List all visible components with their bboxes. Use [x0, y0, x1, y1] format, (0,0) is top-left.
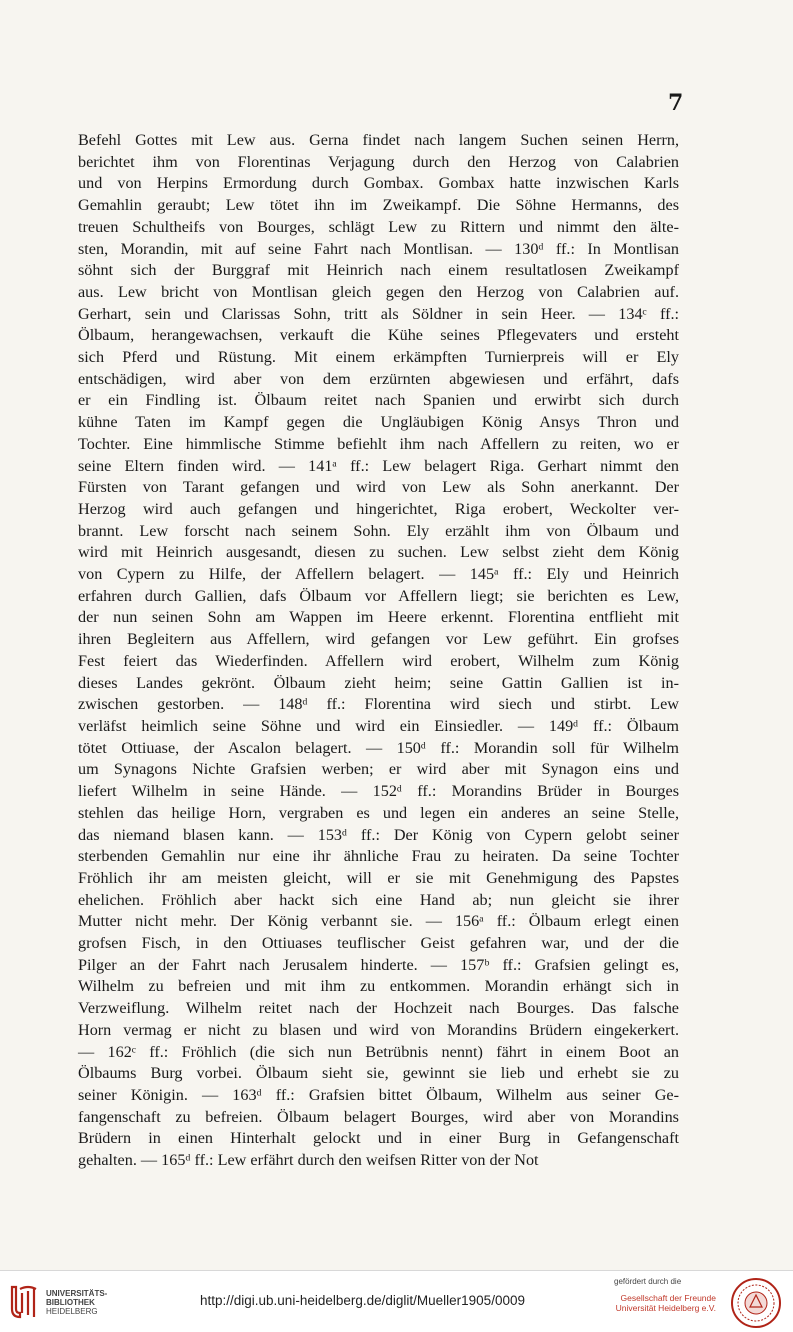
- text-line: Herzog wird auch gefangen und hingerichtet, Riga erobert, Weckolter ver-: [78, 499, 679, 518]
- text-line: Gerhart, sein und Clarissas Sohn, tritt als Söldner in sein Heer. — 134ᶜ ff.:: [78, 304, 679, 323]
- text-line: stehlen das heilige Horn, vergraben es und legen ein anderes an seine Stelle,: [78, 803, 679, 822]
- text-line: von Cypern zu Hilfe, der Affellern belagert. — 145ᵃ ff.: Ely und Heinrich: [78, 565, 679, 584]
- text-line: kühne Taten im Kampf gegen die Ungläubigen König Ansys Thron und: [78, 413, 679, 432]
- text-line: seine Eltern finden wird. — 141ᵃ ff.: Lew belagert Riga. Gerhart nimmt den: [78, 456, 679, 475]
- text-line: fangenschaft zu befreien. Ölbaum belagert Bourges, wird aber von Morandins: [78, 1107, 679, 1126]
- text-line: grofsen Fisch, in den Ottiuases teuflischer Geist gefahren war, und der die: [78, 934, 679, 953]
- text-line: gehalten. — 165ᵈ ff.: Lew erfährt durch den weifsen Ritter von der Not: [78, 1151, 539, 1170]
- library-name-line: UNIVERSITÄTS-: [46, 1289, 108, 1298]
- text-line: er ein Findling ist. Ölbaum reitet nach Spanien und erwirbt sich durch: [78, 391, 679, 410]
- text-line: Fröhlich ihr am meisten gleicht, will er sie mit Genehmigung des Papstes: [78, 868, 679, 887]
- funded-by-label: gefördert durch die: [614, 1277, 682, 1286]
- text-line: Mutter nicht mehr. Der König verbannt sie. — 156ᵃ ff.: Ölbaum erlegt einen: [78, 912, 679, 931]
- text-line: seiner Königin. — 163ᵈ ff.: Grafsien bittet Ölbaum, Wilhelm aus seiner Ge-: [78, 1085, 679, 1104]
- text-line: Befehl Gottes mit Lew aus. Gerna findet nach langem Suchen seinen Herrn,: [78, 131, 679, 149]
- text-line: Brüdern in einen Hinterhalt gelockt und in einer Burg in Gefangenschaft: [78, 1129, 679, 1148]
- library-name: [46, 1289, 107, 1316]
- text-line: Horn vermag er nicht zu blasen und wird von Morandins Brüdern eingekerkert.: [78, 1020, 679, 1039]
- text-line: Tochter. Eine himmlische Stimme befiehlt ihm nach Affellern zu reiten, wo er: [78, 434, 679, 453]
- text-line: der nun seinen Sohn am Wappen im Heere erkennt. Florentina entflieht mit: [78, 608, 679, 627]
- text-line: zwischen gestorben. — 148ᵈ ff.: Florentina wird siech und stirbt. Lew: [78, 695, 679, 714]
- permalink-link[interactable]: http://digi.ub.uni-heidelberg.de/diglit/Mueller1905/0009: [200, 1293, 525, 1308]
- text-line: und von Herpins Ermordung durch Gombax. Gombax hatte inzwischen Karls: [78, 174, 679, 193]
- text-line: um Synagons Nichte Grafsien werben; er wird aber mit Synagon eins und: [78, 760, 679, 779]
- text-line: sten, Morandin, mit auf seine Fahrt nach Montlisan. — 130ᵈ ff.: In Montlisan: [78, 239, 679, 258]
- text-line: Ölbaums Burg vorbei. Ölbaum sieht sie, gewinnt sie lieb und erhebt sie zu: [78, 1064, 679, 1083]
- text-line: brannt. Lew forscht nach seinem Sohn. Ely erzählt ihm von Ölbaum und: [78, 521, 679, 540]
- library-name-line: BIBLIOTHEK: [46, 1298, 95, 1307]
- text-line: Pilger an der Fahrt nach Jerusalem hinderte. — 157ᵇ ff.: Grafsien gelingt es,: [78, 955, 679, 974]
- text-line: wird mit Heinrich ausgesandt, diesen zu suchen. Lew selbst zieht dem König: [78, 543, 679, 562]
- page-number: 7: [668, 90, 684, 116]
- text-line: Wilhelm zu befreien und mit ihm zu entkommen. Morandin erhängt sich in: [78, 977, 679, 996]
- library-logo-icon: [6, 1283, 42, 1321]
- viewer-footer: [0, 1270, 793, 1332]
- text-line: Fest feiert das Wiederfinden. Affellern wird erobert, Wilhelm zum König: [78, 651, 679, 670]
- text-line: — 162ᶜ ff.: Fröhlich (die sich nun Betrübnis nennt) fährt in einem Boot an: [78, 1042, 679, 1061]
- text-line: berichtet ihm von Florentinas Verjagung durch den Herzog von Calabrien: [78, 152, 679, 171]
- text-line: entschädigen, wird aber von dem erzürnten abgewiesen und erfährt, dafs: [78, 369, 679, 388]
- text-line: ehelichen. Fröhlich aber hackt sich eine Hand ab; nun gleicht sie ihrer: [78, 890, 679, 909]
- text-line: Ölbaum, herangewachsen, verkauft die Kühe seines Pflegevaters und ersteht: [78, 326, 679, 345]
- text-line: Verzweiflung. Wilhelm reitet nach der Hochzeit nach Bourges. Das falsche: [78, 999, 679, 1018]
- text-line: dieses Landes gekrönt. Ölbaum zieht heim; seine Gattin Gallien ist in-: [78, 673, 679, 692]
- text-line: aus. Lew bricht von Montlisan gleich gegen den Herzog von Calabrien auf.: [78, 282, 679, 301]
- text-line: treuen Schultheifs von Bourges, schlägt Lew zu Rittern und nimmt den älte-: [78, 217, 679, 236]
- text-line: das niemand blasen kann. — 153ᵈ ff.: Der König von Cypern gelobt seiner: [78, 825, 679, 844]
- text-line: verläfst heimlich seine Söhne und wird ein Einsiedler. — 149ᵈ ff.: Ölbaum: [78, 716, 679, 735]
- text-line: erfahren durch Gallien, dafs Ölbaum vor Affellern liegt; sie berichten es Lew,: [78, 586, 679, 605]
- text-line: sterbenden Gemahlin nur eine ihr ähnliche Frau zu heiraten. Da seine Tochter: [78, 847, 679, 866]
- body-text: [78, 130, 679, 1172]
- university-seal-icon: [730, 1277, 782, 1329]
- text-line: Gemahlin geraubt; Lew tötet ihn im Zweikampf. Die Söhne Hermanns, des: [78, 196, 679, 215]
- text-line: Fürsten von Tarant gefangen und wird von Lew als Sohn anerkannt. Der: [78, 478, 679, 497]
- text-line: liefert Wilhelm in seine Hände. — 152ᵈ ff.: Morandins Brüder in Bourges: [78, 782, 679, 801]
- text-line: söhnt sich der Burggraf mit Heinrich nach einem resultatlosen Zweikampf: [78, 261, 679, 280]
- text-line: sich Pferd und Rüstung. Mit einem erkämpften Turnierpreis will er Ely: [78, 348, 679, 367]
- society-name-line: Gesellschaft der Freunde: [620, 1293, 716, 1303]
- society-name: [614, 1293, 716, 1313]
- society-name-line: Universität Heidelberg e.V.: [615, 1303, 716, 1313]
- text-line: ihren Begleitern aus Affellern, wird gefangen vor Lew geführt. Ein grofses: [78, 630, 679, 649]
- library-name-line: HEIDELBERG: [46, 1307, 98, 1316]
- text-line: tötet Ottiuase, der Ascalon belagert. — 150ᵈ ff.: Morandin soll für Wilhelm: [78, 738, 679, 757]
